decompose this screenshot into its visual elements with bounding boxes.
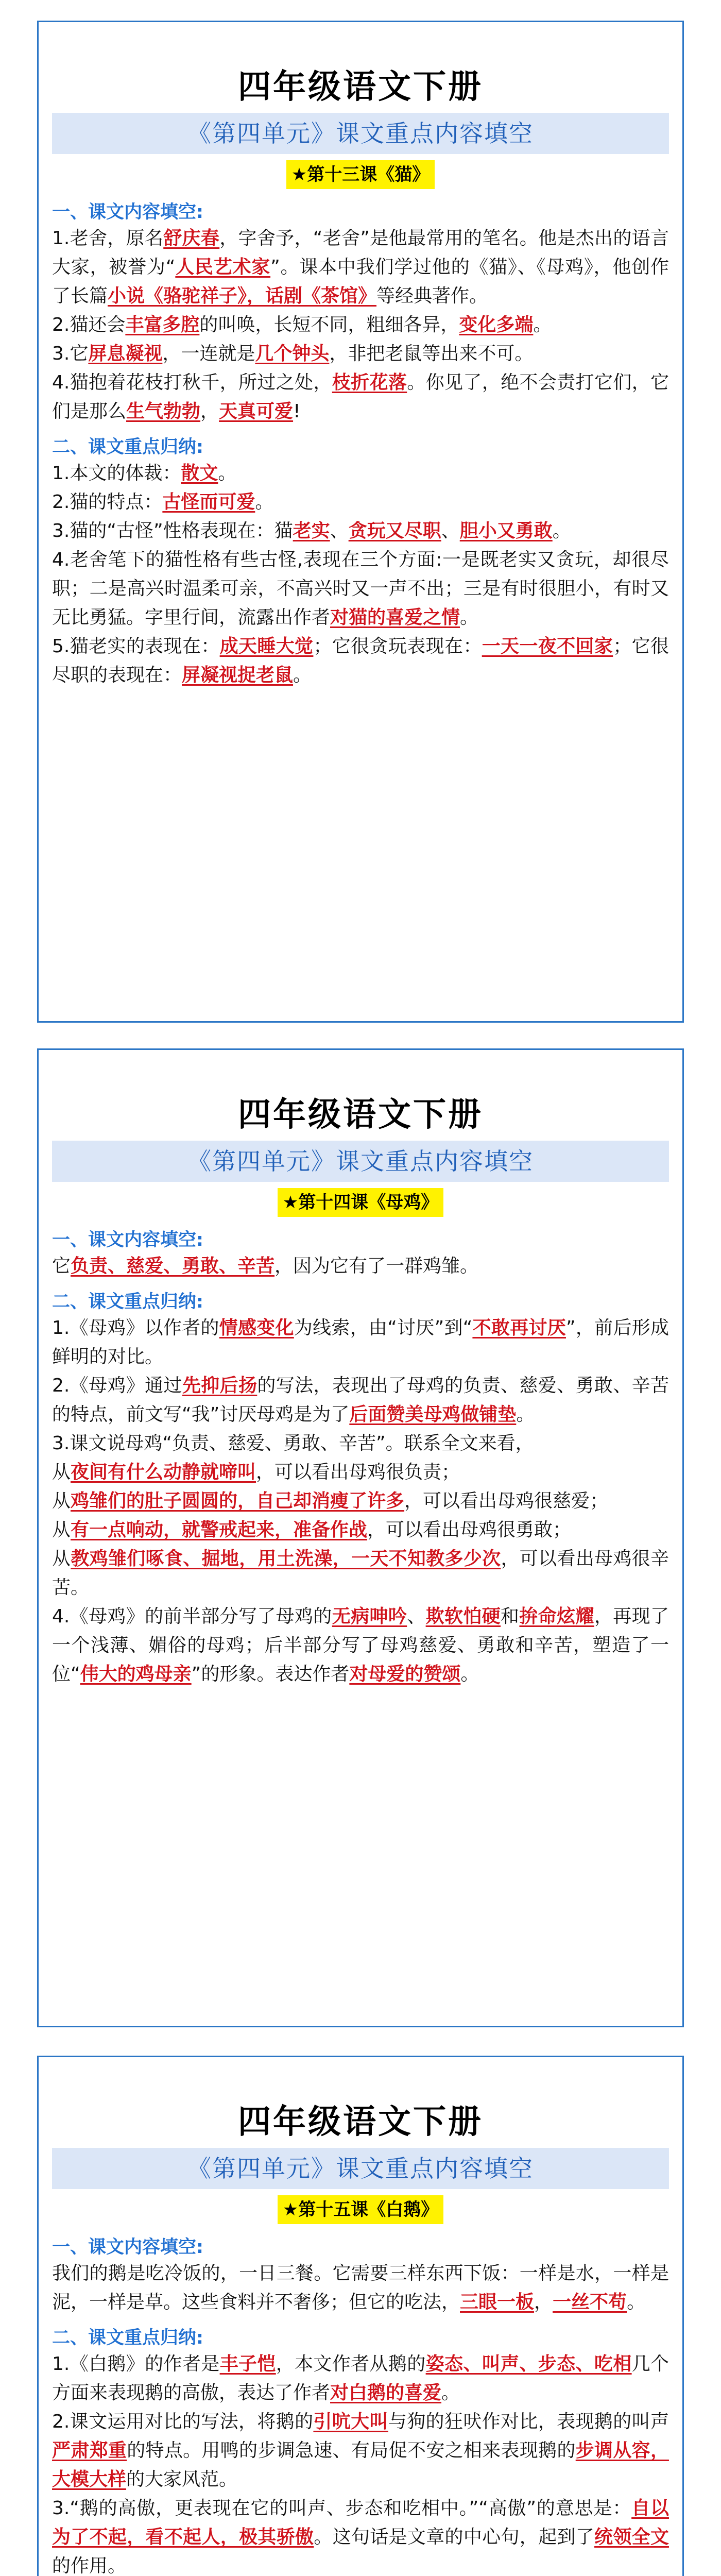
answer-highlight: 散文	[181, 463, 218, 484]
paragraph-text: 3.课文说母鸡“负责、慈爱、勇敢、辛苦”。联系全文来看，	[52, 1433, 534, 1454]
paragraph	[52, 340, 669, 368]
paragraph-text: 3.“鹅的高傲，更表现在它的叫声、步态和吃相中。”“高傲”的意思是：	[52, 2498, 632, 2519]
paragraph	[52, 2259, 669, 2317]
paragraph-text: ，	[534, 2292, 553, 2313]
answer-highlight: 姿态、叫声、步态、吃相	[425, 2353, 632, 2375]
answer-highlight: 三眼一板	[460, 2292, 535, 2313]
answer-highlight: 不敢再讨厌	[472, 1317, 566, 1338]
paragraph	[52, 1516, 669, 1545]
answer-highlight: 古怪而可爱	[162, 492, 255, 513]
answer-highlight: 步调从容，大模大样	[52, 2440, 669, 2490]
paragraph-text: 1.老舍，原名	[52, 228, 164, 249]
answer-highlight: 夜间有什么动静就啼叫	[71, 1462, 256, 1483]
paragraph-text: ，一连就是	[162, 343, 255, 364]
answer-highlight: 对母爱的赞颂	[349, 1664, 461, 1685]
paragraph-text: 。	[552, 520, 571, 541]
paragraph-text: ；它很贪玩表现在：	[313, 636, 482, 657]
paragraph-text: 的写法，表现出了母鸡的负责、慈爱、勇敢、辛苦的特点，前文写“我”讨厌母鸡是为了	[52, 1375, 669, 1425]
paragraph-text: 、	[407, 1606, 426, 1627]
answer-highlight: 丰富多腔	[125, 314, 200, 335]
paragraph-text: 。	[460, 607, 479, 628]
paragraph-text: 。	[441, 2382, 460, 2403]
paragraph-text: 的作用。	[52, 2555, 127, 2576]
paragraph	[52, 1487, 669, 1516]
paragraph-text: ，	[200, 401, 219, 422]
answer-highlight: 老实	[293, 520, 330, 541]
paragraph-text: 。	[255, 492, 274, 513]
paragraph-text: ，本文作者从鹅的	[276, 2353, 426, 2375]
paragraph-text: 2.《母鸡》通过	[52, 1375, 182, 1396]
answer-highlight: 教鸡雏们啄食、掘地，用土洗澡，一天不知教多少次	[71, 1548, 501, 1569]
unit-banner: 《第四单元》课文重点内容填空	[52, 2148, 669, 2189]
paragraph-text: 从	[52, 1490, 71, 1512]
section-heading: 二、课文重点归纳:	[52, 437, 203, 457]
paragraph-text: 几个方面来表现鹅的高傲，表达了作者	[52, 2353, 669, 2403]
answer-highlight: 人民艺术家	[175, 257, 271, 278]
lesson-card-cat	[37, 21, 684, 1023]
paragraph-text: 。	[293, 665, 312, 686]
paragraph	[52, 1252, 669, 1281]
answer-highlight: 屏凝视捉老鼠	[182, 665, 294, 686]
paragraph	[52, 311, 669, 340]
paragraph-text: ”的形象。表达作者	[191, 1664, 350, 1685]
paragraph-text: 。	[218, 463, 237, 484]
paragraph-text: 。	[533, 314, 552, 335]
paragraph-text: 它	[52, 1256, 71, 1277]
answer-highlight: 变化多端	[459, 314, 534, 335]
lesson-label: ★第十四课《母鸡》	[278, 1188, 443, 1217]
lesson-label: ★第十五课《白鹅》	[278, 2195, 443, 2224]
card-title: 四年级语文下册	[238, 2103, 483, 2141]
paragraph-text: 2.猫的特点：	[52, 492, 163, 513]
answer-highlight: 生气勃勃	[126, 401, 201, 422]
paragraph	[52, 2408, 669, 2494]
answer-highlight: 一天一夜不回家	[482, 636, 613, 657]
paragraph-text: 4.《母鸡》的前半部分写了母鸡的	[52, 1606, 332, 1627]
card-title: 四年级语文下册	[238, 67, 483, 106]
paragraph	[52, 1429, 669, 1458]
paragraph-text: ，再现了一个浅薄、媚俗的母鸡；后半部分写了母鸡慈爱、勇敢和辛苦，塑造了一位“	[52, 1606, 669, 1685]
answer-highlight: 成天睡大觉	[219, 636, 314, 657]
answer-highlight: 欺软怕硬	[425, 1606, 501, 1627]
section-heading: 一、课文内容填空:	[52, 1230, 203, 1250]
answer-highlight: 先抑后扬	[182, 1375, 258, 1396]
paragraph	[52, 2494, 669, 2576]
paragraph	[52, 1545, 669, 1602]
paragraph-text: 为线索，由“讨厌”到“	[294, 1317, 473, 1338]
paragraph-text: 。	[516, 1404, 535, 1425]
section-heading: 一、课文内容填空:	[52, 2237, 203, 2258]
answer-highlight: 对猫的喜爱之情	[330, 607, 460, 628]
paragraph-text: ，可以看出母鸡很负责；	[256, 1462, 460, 1483]
paragraph-text: 2.猫还会	[52, 314, 126, 335]
paragraph-text: 1.《母鸡》以作者的	[52, 1317, 219, 1338]
paragraph-text: ，非把老鼠等出来不可。	[329, 343, 534, 364]
answer-highlight: 对白鹅的喜爱	[330, 2382, 442, 2403]
answer-highlight: 统领全文	[594, 2527, 669, 2548]
paragraph-text: ；它很尽职的表现在：	[52, 636, 669, 686]
paragraph-text: ”，前后形成鲜明的对比。	[52, 1317, 669, 1367]
paragraph-text: 。	[460, 1664, 479, 1685]
paragraph-text: 2.课文运用对比的写法，将鹅的	[52, 2411, 314, 2432]
answer-highlight: 自以为了不起，看不起人，极其骄傲	[52, 2498, 669, 2548]
paragraph-text: 与狗的狂吠作对比，表现鹅的叫声	[388, 2411, 669, 2432]
paragraph-text: 。	[627, 2292, 646, 2313]
paragraph-text: 从	[52, 1548, 71, 1569]
paragraph-text: 3.猫的“古怪”性格表现在：猫	[52, 520, 293, 541]
paragraph	[52, 546, 669, 632]
paragraph	[52, 1602, 669, 1689]
answer-highlight: 屏息凝视	[88, 343, 163, 364]
answer-highlight: 无病呻吟	[332, 1606, 407, 1627]
paragraph-text: 的叫唤，长短不同，粗细各异，	[199, 314, 459, 335]
paragraph	[52, 1458, 669, 1487]
paragraph-text: 和	[501, 1606, 520, 1627]
paragraph-text: 。你见了，绝不会责打它们，它们是那么	[52, 372, 669, 422]
paragraph-text: 4.老舍笔下的猫性格有些古怪,表现在三个方面:一是既老实又贪玩，却很尽职；二是高兴时温柔可亲，不高兴时又一声不出；三是有时很胆小，有时又无比勇猛。字里行间，流露出作者	[52, 549, 669, 628]
answer-highlight: 几个钟头	[255, 343, 330, 364]
answer-highlight: 枝折花落	[332, 372, 407, 393]
paragraph	[52, 1371, 669, 1429]
paragraph-text: 3.它	[52, 343, 89, 364]
section-heading: 一、课文内容填空:	[52, 202, 203, 223]
answer-highlight: 严肃郑重	[52, 2440, 127, 2461]
paragraph	[52, 2350, 669, 2408]
unit-banner: 《第四单元》课文重点内容填空	[52, 1141, 669, 1182]
answer-highlight: 伟大的鸡母亲	[80, 1664, 192, 1685]
section-heading: 二、课文重点归纳:	[52, 2328, 203, 2348]
paragraph	[52, 224, 669, 311]
lesson-label: ★第十三课《猫》	[286, 160, 435, 189]
paragraph-text: !	[293, 401, 301, 422]
answer-highlight: 情感变化	[219, 1317, 294, 1338]
paragraph-text: ，可以看出母鸡很勇敢；	[367, 1519, 572, 1540]
paragraph	[52, 488, 669, 517]
answer-highlight: 小说《骆驼祥子》，话剧《茶馆》	[108, 285, 377, 307]
paragraph-text: 、	[330, 520, 349, 541]
paragraph	[52, 1314, 669, 1371]
answer-highlight: 舒庆春	[163, 228, 220, 249]
lesson-card-hen	[37, 1048, 684, 2027]
answer-highlight: 胆小又勇敢	[459, 520, 553, 541]
paragraph	[52, 517, 669, 546]
paragraph-text: ”。课本中我们学过他的《猫》、《母鸡》，他创作了长篇	[52, 257, 669, 307]
answer-highlight: 拚命炫耀	[519, 1606, 594, 1627]
paragraph-text: ，因为它有了一群鸡雏。	[274, 1256, 479, 1277]
paragraph	[52, 368, 669, 426]
answer-highlight: 天真可爱	[219, 401, 294, 422]
paragraph-text: 5.猫老实的表现在：	[52, 636, 220, 657]
lesson-card-goose	[37, 2056, 684, 2576]
card-content	[52, 200, 669, 690]
section-heading: 二、课文重点归纳:	[52, 1292, 203, 1312]
paragraph-text: ，字舍予，“老舍”是他最常用的笔名。他是杰出的语言大家，被誉为“	[52, 228, 669, 278]
paragraph-text: ，可以看出母鸡很辛苦。	[52, 1548, 669, 1598]
paragraph-text: 1.本文的体裁：	[52, 463, 181, 484]
answer-highlight: 鸡雏们的肚子圆圆的，自己却消瘦了许多	[71, 1490, 405, 1512]
answer-highlight: 有一点响动，就警戒起来，准备作战	[71, 1519, 368, 1540]
answer-highlight: 后面赞美母鸡做铺垫	[349, 1404, 517, 1425]
paragraph-text: 1.《白鹅》的作者是	[52, 2353, 220, 2375]
paragraph-text: 的大家风范。	[126, 2469, 238, 2490]
answer-highlight: 负责、慈爱、勇敢、辛苦	[71, 1256, 275, 1277]
paragraph	[52, 632, 669, 690]
card-content	[52, 1228, 669, 1689]
answer-highlight: 丰子恺	[219, 2353, 276, 2375]
paragraph-text: 从	[52, 1519, 71, 1540]
paragraph	[52, 459, 669, 488]
paragraph-text: 等经典著作。	[376, 285, 488, 307]
paragraph-text: 4.猫抱着花枝打秋千，所过之处，	[52, 372, 332, 393]
paragraph-text: 、	[441, 520, 460, 541]
card-content	[52, 2235, 669, 2576]
answer-highlight: 贪玩又尽职	[348, 520, 441, 541]
paragraph-text: 我们的鹅是吃冷饭的，一日三餐。它需要三样东西下饭：一样是水，一样是泥，一样是草。这些食料并不奢侈；但它的吃法，	[52, 2263, 669, 2313]
answer-highlight: 引吭大叫	[313, 2411, 388, 2432]
card-title: 四年级语文下册	[238, 1095, 483, 1134]
paragraph-text: 从	[52, 1462, 71, 1483]
paragraph-text: 。这句话是文章的中心句，起到了	[314, 2527, 595, 2548]
paragraph-text: 的特点。用鸭的步调急速、有局促不安之相来表现鹅的	[127, 2440, 576, 2461]
unit-banner: 《第四单元》课文重点内容填空	[52, 113, 669, 154]
answer-highlight: 一丝不苟	[553, 2292, 627, 2313]
paragraph-text: ，可以看出母鸡很慈爱；	[404, 1490, 609, 1512]
